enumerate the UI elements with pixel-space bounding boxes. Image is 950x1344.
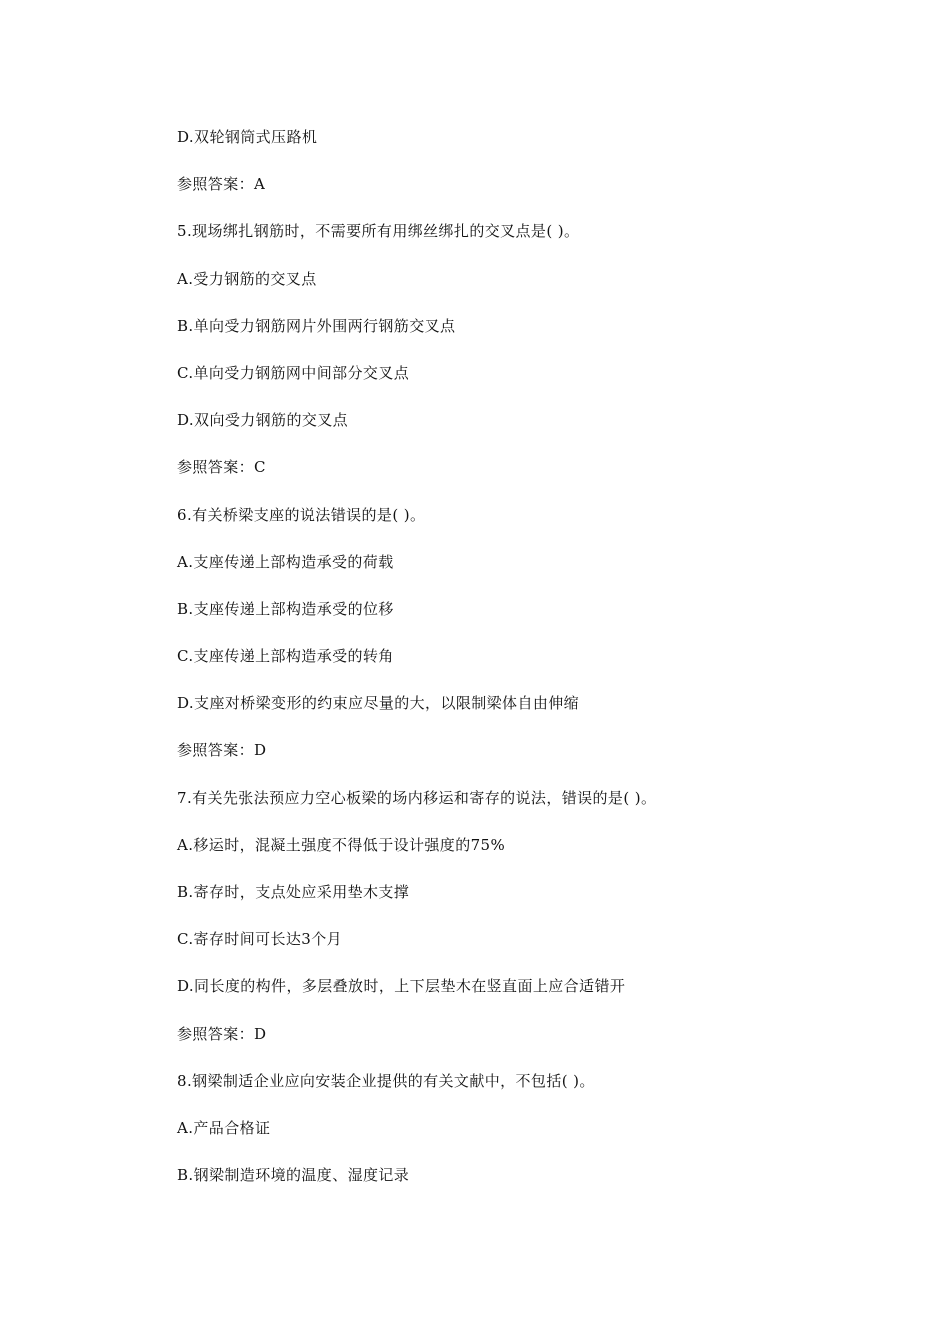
option-line: D.同长度的构件，多层叠放时，上下层垫木在竖直面上应合适错开 — [177, 977, 626, 996]
question-line: 6.有关桥梁支座的说法错误的是( )。 — [177, 505, 426, 524]
question-text-block — [177, 124, 897, 1209]
answer-line: 参照答案：A — [177, 175, 266, 194]
option-line: A.受力钢筋的交叉点 — [177, 269, 317, 288]
option-line: A.支座传递上部构造承受的荷载 — [177, 552, 394, 571]
option-line: A.产品合格证 — [177, 1118, 271, 1137]
option-line: B.支座传递上部构造承受的位移 — [177, 599, 394, 618]
option-line: B.单向受力钢筋网片外围两行钢筋交叉点 — [177, 316, 456, 335]
question-line: 5.现场绑扎钢筋时，不需要所有用绑丝绑扎的交叉点是( )。 — [177, 222, 580, 241]
option-line: C.支座传递上部构造承受的转角 — [177, 647, 394, 666]
option-line: B.钢梁制造环境的温度、湿度记录 — [177, 1166, 410, 1185]
option-line: C.单向受力钢筋网中间部分交叉点 — [177, 363, 410, 382]
option-line: D.支座对桥梁变形的约束应尽量的大，以限制梁体自由伸缩 — [177, 694, 580, 713]
option-line: C.寄存时间可长达3个月 — [177, 930, 343, 949]
answer-line: 参照答案：D — [177, 741, 267, 760]
answer-line: 参照答案：C — [177, 458, 266, 477]
option-line: D.双向受力钢筋的交叉点 — [177, 411, 349, 430]
question-line: 7.有关先张法预应力空心板梁的场内移运和寄存的说法，错误的是( )。 — [177, 788, 657, 807]
question-line: 8.钢梁制适企业应向安装企业提供的有关文献中，不包括( )。 — [177, 1071, 595, 1090]
option-line: A.移运时，混凝土强度不得低于设计强度的75% — [177, 835, 506, 854]
answer-line: 参照答案：D — [177, 1024, 267, 1043]
option-line: B.寄存时，支点处应采用垫木支撑 — [177, 883, 410, 901]
option-line: D.双轮钢筒式压路机 — [177, 128, 318, 146]
